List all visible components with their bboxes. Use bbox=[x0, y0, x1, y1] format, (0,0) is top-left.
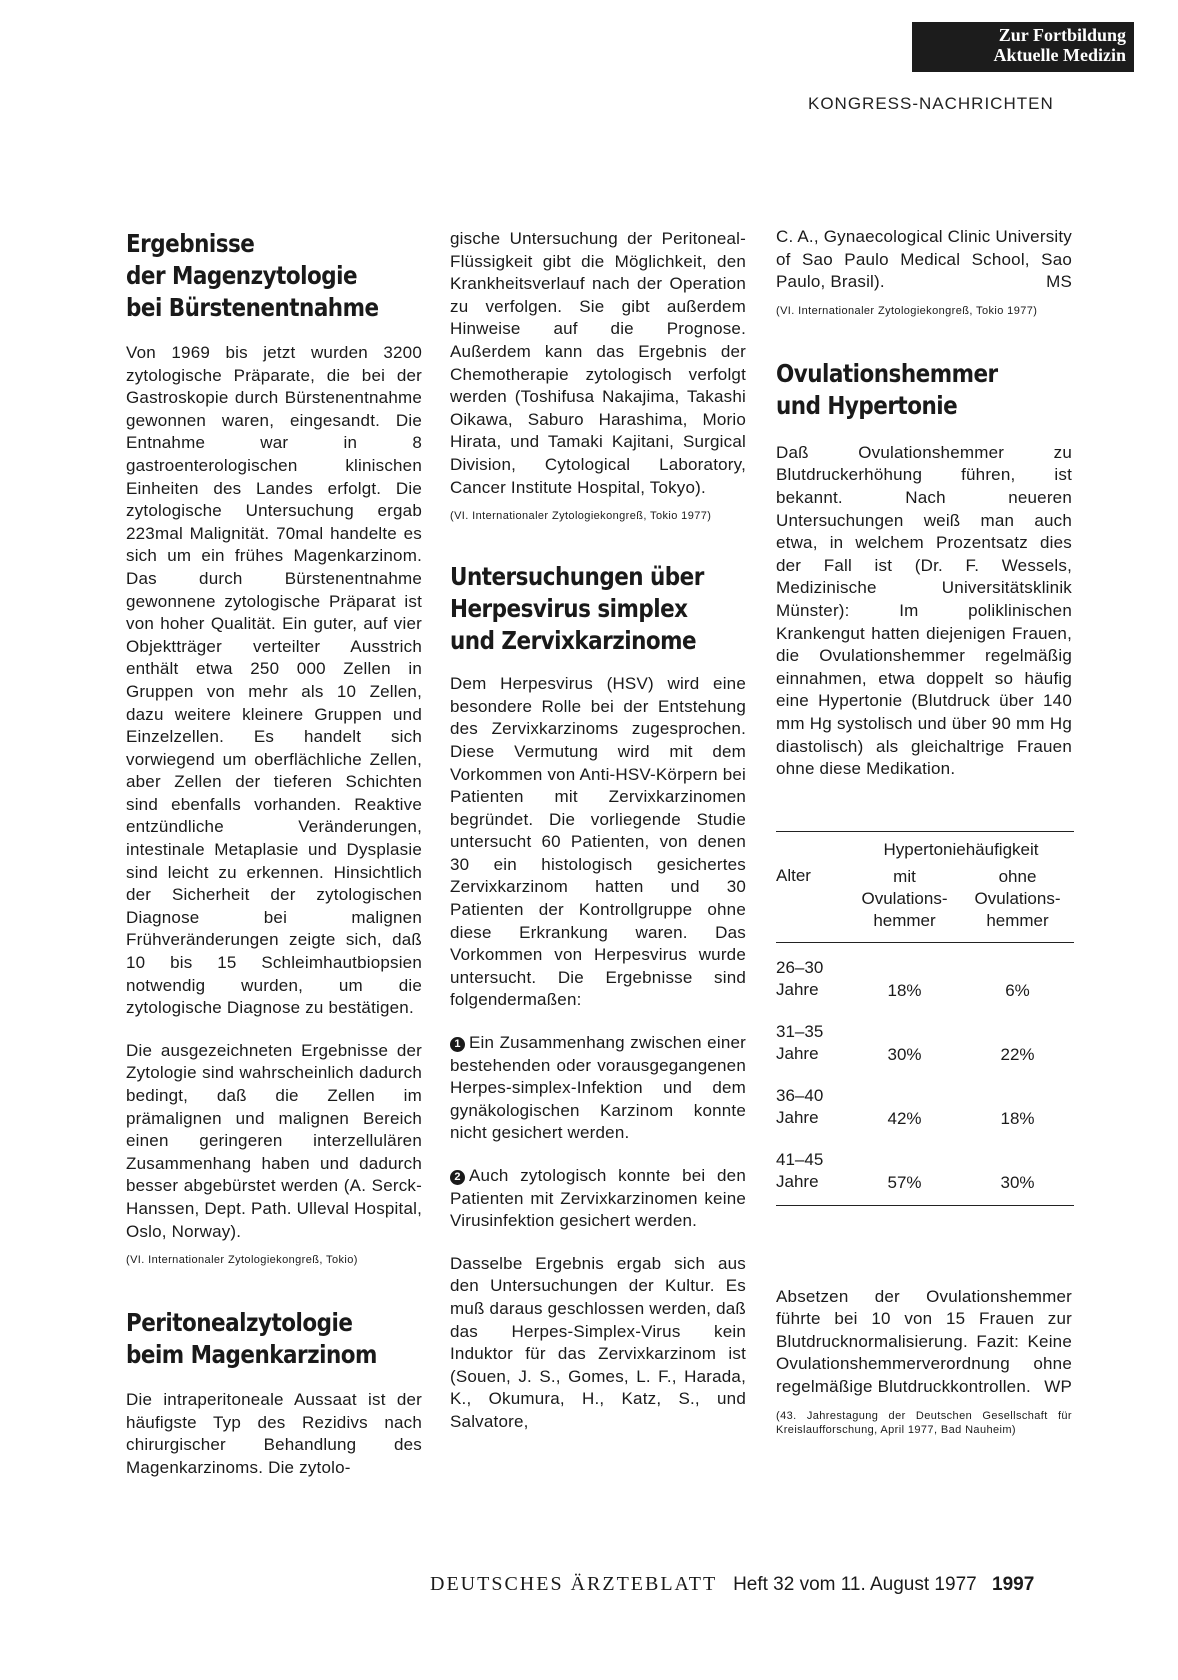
table-age-range: 26–30 bbox=[776, 957, 824, 977]
article-1-title bbox=[126, 228, 421, 324]
article-2-title bbox=[126, 1307, 421, 1371]
article-3-paragraph-2-start: Dasselbe Ergebnis ergab sich aus den Untersuchungen der Kultur. Es muß daraus geschlossen werden, daß das Herpes-Simplex-Virus kein Induktor für das Zervixkarzinom ist (Souen, J. S., Gomes, L. F., Harada, K., Okumura, H., Katz, S., und Salvatore, bbox=[450, 1253, 746, 1431]
article-1-source: (VI. Internationaler Zytologiekongreß, Tokio) bbox=[126, 1254, 358, 1267]
number-1-icon: 1 bbox=[450, 1037, 465, 1052]
issue-info: Heft 32 vom 11. August 1977 bbox=[733, 1574, 977, 1595]
table-age-unit: Jahre bbox=[776, 979, 819, 999]
table-cell-without: 6% bbox=[1005, 980, 1030, 1000]
column-2 bbox=[450, 228, 746, 1434]
article-4-title-line: und Hypertonie bbox=[776, 390, 958, 420]
column-3 bbox=[776, 226, 1072, 1437]
table-row bbox=[776, 1129, 1074, 1206]
table-subheader-row bbox=[776, 866, 1074, 943]
table-cell-age bbox=[776, 1001, 848, 1065]
table-cell-with: 18% bbox=[887, 980, 922, 1000]
article-1-title-line: der Magenzytologie bbox=[126, 261, 358, 290]
article-3-paragraph-2-text: C. A., Gynaecological Clinic University of Sao Paulo Medical School, Sao Paulo, Brasil). bbox=[776, 227, 1072, 292]
table-col-without-line: Ovulations- bbox=[974, 888, 1061, 908]
table-cell-with: 57% bbox=[887, 1172, 922, 1192]
table-cell-with: 30% bbox=[887, 1044, 922, 1064]
column-1 bbox=[126, 228, 422, 1480]
table-col-without-line: ohne bbox=[998, 866, 1037, 886]
article-4-initials: WP bbox=[1044, 1377, 1072, 1397]
article-4-paragraph-1: Daß Ovulationshemmer zu Blutdruckerhöhung führen, ist bekannt. Nach neueren Untersuchungen weiß man auch etwa, in welchem Prozentsatz dies der Fall ist (Dr. F. Wessels, Medizinische Universitätsklinik Münster): Im poliklinischen Krankengut hatten diejenigen Frauen, die Ovulationshemmer regelmäßig einnahmen, etwa doppelt so häufig eine Hypertonie (Blutdruck über 140 mm Hg systolisch und über 90 mm Hg diastolisch) als gleichaltrige Frauen ohne diese Medikation. bbox=[776, 442, 1072, 779]
article-3-title-line: und Zervixkarzinome bbox=[450, 626, 697, 656]
article-1-title-line: bei Bürstenentnahme bbox=[126, 293, 379, 322]
hypertension-table bbox=[776, 831, 1074, 1206]
table-age-unit: Jahre bbox=[776, 1171, 819, 1191]
article-1-paragraph-2: Die ausgezeichneten Ergebnisse der Zytologie sind wahrscheinlich dadurch bedingt, daß die Zellen im prämalignen und malignen Bereich einen geringeren interzellulären Zusammenhang haben und dadurch besser abgebürstet werden (A. Serck-Hanssen, Dept. Path. Ulleval Hospital, Oslo, Norway). bbox=[126, 1040, 422, 1241]
badge-line-2: Aktuelle Medizin bbox=[993, 45, 1126, 65]
table-col-without bbox=[961, 866, 1074, 943]
table-col-with-line: hemmer bbox=[873, 910, 936, 930]
article-3-item-1 bbox=[450, 1032, 746, 1145]
table-age-unit: Jahre bbox=[776, 1107, 819, 1127]
article-2-paragraph-start: Die intraperitoneale Aussaat ist der häufigste Typ des Rezidivs nach chirurgischer Behandlung des Magenkarzinoms. Die zytolo- bbox=[126, 1390, 422, 1477]
article-3-paragraph-1: Dem Herpesvirus (HSV) wird eine besondere Rolle bei der Entstehung des Zervixkarzinoms zugesprochen. Diese Vermutung wird mit dem Vorkommen von Anti-HSV-Körpern bei Patienten mit Zervixkarzinomen begründet. Die vorliegende Studie untersucht 60 Patienten, von denen 30 ein histologisch gesichertes Zervixkarzinom hatten und 30 Patienten der Kontrollgruppe ohne diese Erkrankung waren. Das Vorkommen von Herpesvirus wurde untersucht. Die Ergebnisse sind folgendermaßen: bbox=[450, 674, 746, 1010]
article-3-source: (VI. Internationaler Zytologiekongreß, Tokio 1977) bbox=[776, 304, 1038, 317]
table-cell-age bbox=[776, 942, 848, 1001]
article-4-title-line: Ovulationshemmer bbox=[776, 358, 998, 388]
article-3-item-2-text: Auch zytologisch konnte bei den Patienten mit Zervixkarzinomen keine Virusinfektion gesichert werden. bbox=[450, 1166, 746, 1231]
article-3-item-2 bbox=[450, 1165, 746, 1233]
table-cell-without: 22% bbox=[1000, 1044, 1035, 1064]
article-2-title-line: beim Magenkarzinom bbox=[126, 1340, 377, 1370]
table-row bbox=[776, 942, 1074, 1001]
table-col-age: Alter bbox=[776, 865, 811, 885]
table-cell-age bbox=[776, 1065, 848, 1129]
section-badge bbox=[912, 22, 1134, 72]
article-3-title bbox=[450, 561, 745, 657]
table-header-row bbox=[776, 831, 1074, 866]
article-1-paragraph-1: Von 1969 bis jetzt wurden 3200 zytologische Präparate, die bei der Gastroskopie durch Bürstenentnahme gewonnen waren, eingesandt. Die Entnahme war in 8 gastroenterologischen klinischen Einheiten des Landes erfolgt. Die zytologische Untersuchung ergab 223mal Malignität. 70mal handelte es sich um ein frühes Magenkarzinom. Das durch Bürstenentnahme gewonnene zytologische Präparat ist von hoher Qualität. Ein guter, auf vier Objektträger verteilter Ausstrich enthält etwa 250 000 Zellen in Gruppen von mehr als 10 Zellen, dazu weitere kleinere Gruppen und Einzelzellen. Es handelt sich vorwiegend um oberflächliche Zellen, aber Zellen der tieferen Schichten sind ebenfalls vorhanden. Reaktive entzündliche Veränderungen, intestinale Metaplasie und Dysplasie sind leicht zu erkennen. Hinsichtlich der Sicherheit der zytologischen Diagnose bei malignen Frühveränderungen zeigte sich, daß 10 bis 15 Schleimhautbiopsien notwendig wurden, um die zytologische Diagnose zu bestätigen. bbox=[126, 343, 422, 1018]
table-col-without-line: hemmer bbox=[986, 910, 1049, 930]
section-label: KONGRESS-NACHRICHTEN bbox=[808, 94, 1054, 113]
article-2-paragraph-continued: gische Untersuchung der Peritoneal-Flüssigkeit gibt die Möglichkeit, den Krankheitsverlauf nach der Operation zu verfolgen. Sie gibt außerdem Hinweise auf die Prognose. Außerdem kann das Ergebnis der Chemotherapie zytologisch verfolgt werden (Toshifusa Nakajima, Takashi Oikawa, Saburo Harashima, Morio Hirata, und Tamaki Kajitani, Surgical Division, Cytological Laboratory, Cancer Institute Hospital, Tokyo). bbox=[450, 229, 746, 497]
article-1-title-line: Ergebnisse bbox=[126, 229, 255, 258]
article-3-paragraph-2-continued bbox=[776, 226, 1072, 294]
article-4-paragraph-2-text: Absetzen der Ovulationshemmer führte bei 10 von 15 Frauen zur Blutdrucknormalisierung. Fazit: Keine Ovulationshemmerverordnung ohne regelmäßige Blutdruckkontrollen. bbox=[776, 1286, 1072, 1397]
table-cell-with: 42% bbox=[887, 1108, 922, 1128]
table-cell-age bbox=[776, 1129, 848, 1206]
table-age-range: 31–35 bbox=[776, 1021, 824, 1041]
page-footer bbox=[430, 1573, 1034, 1596]
table-group-header: Hypertoniehäufigkeit bbox=[883, 839, 1039, 859]
table-cell-without: 18% bbox=[1000, 1108, 1035, 1128]
page-number: 1997 bbox=[992, 1574, 1035, 1595]
table-col-with bbox=[848, 866, 961, 943]
table-row bbox=[776, 1001, 1074, 1065]
table-age-unit: Jahre bbox=[776, 1043, 819, 1063]
table-age-range: 41–45 bbox=[776, 1149, 824, 1169]
article-2-title-line: Peritonealzytologie bbox=[126, 1308, 353, 1338]
article-4-paragraph-2 bbox=[776, 1286, 1072, 1399]
table-age-range: 36–40 bbox=[776, 1085, 824, 1105]
article-4-title bbox=[776, 358, 1071, 422]
number-2-icon: 2 bbox=[450, 1170, 465, 1185]
article-3-initials: MS bbox=[1046, 272, 1072, 292]
table-col-with-line: mit bbox=[893, 866, 916, 886]
article-2-source: (VI. Internationaler Zytologiekongreß, Tokio 1977) bbox=[450, 510, 712, 523]
table-col-with-line: Ovulations- bbox=[861, 888, 948, 908]
table-row bbox=[776, 1065, 1074, 1129]
table-cell-without: 30% bbox=[1000, 1172, 1035, 1192]
journal-name: DEUTSCHES ÄRZTEBLATT bbox=[430, 1573, 718, 1595]
article-4-source: (43. Jahrestagung der Deutschen Gesellschaft für Kreislaufforschung, April 1977, Bad Nauheim) bbox=[776, 1409, 1072, 1436]
article-3-title-line: Untersuchungen über bbox=[450, 562, 704, 592]
article-3-title-line: Herpesvirus simplex bbox=[450, 594, 688, 624]
badge-line-1: Zur Fortbildung bbox=[998, 25, 1126, 45]
article-3-item-1-text: Ein Zusammenhang zwischen einer bestehenden oder vorausgegangenen Herpes-simplex-Infektion und dem gynäkologischen Karzinom konnte nicht gesichert werden. bbox=[450, 1033, 746, 1143]
